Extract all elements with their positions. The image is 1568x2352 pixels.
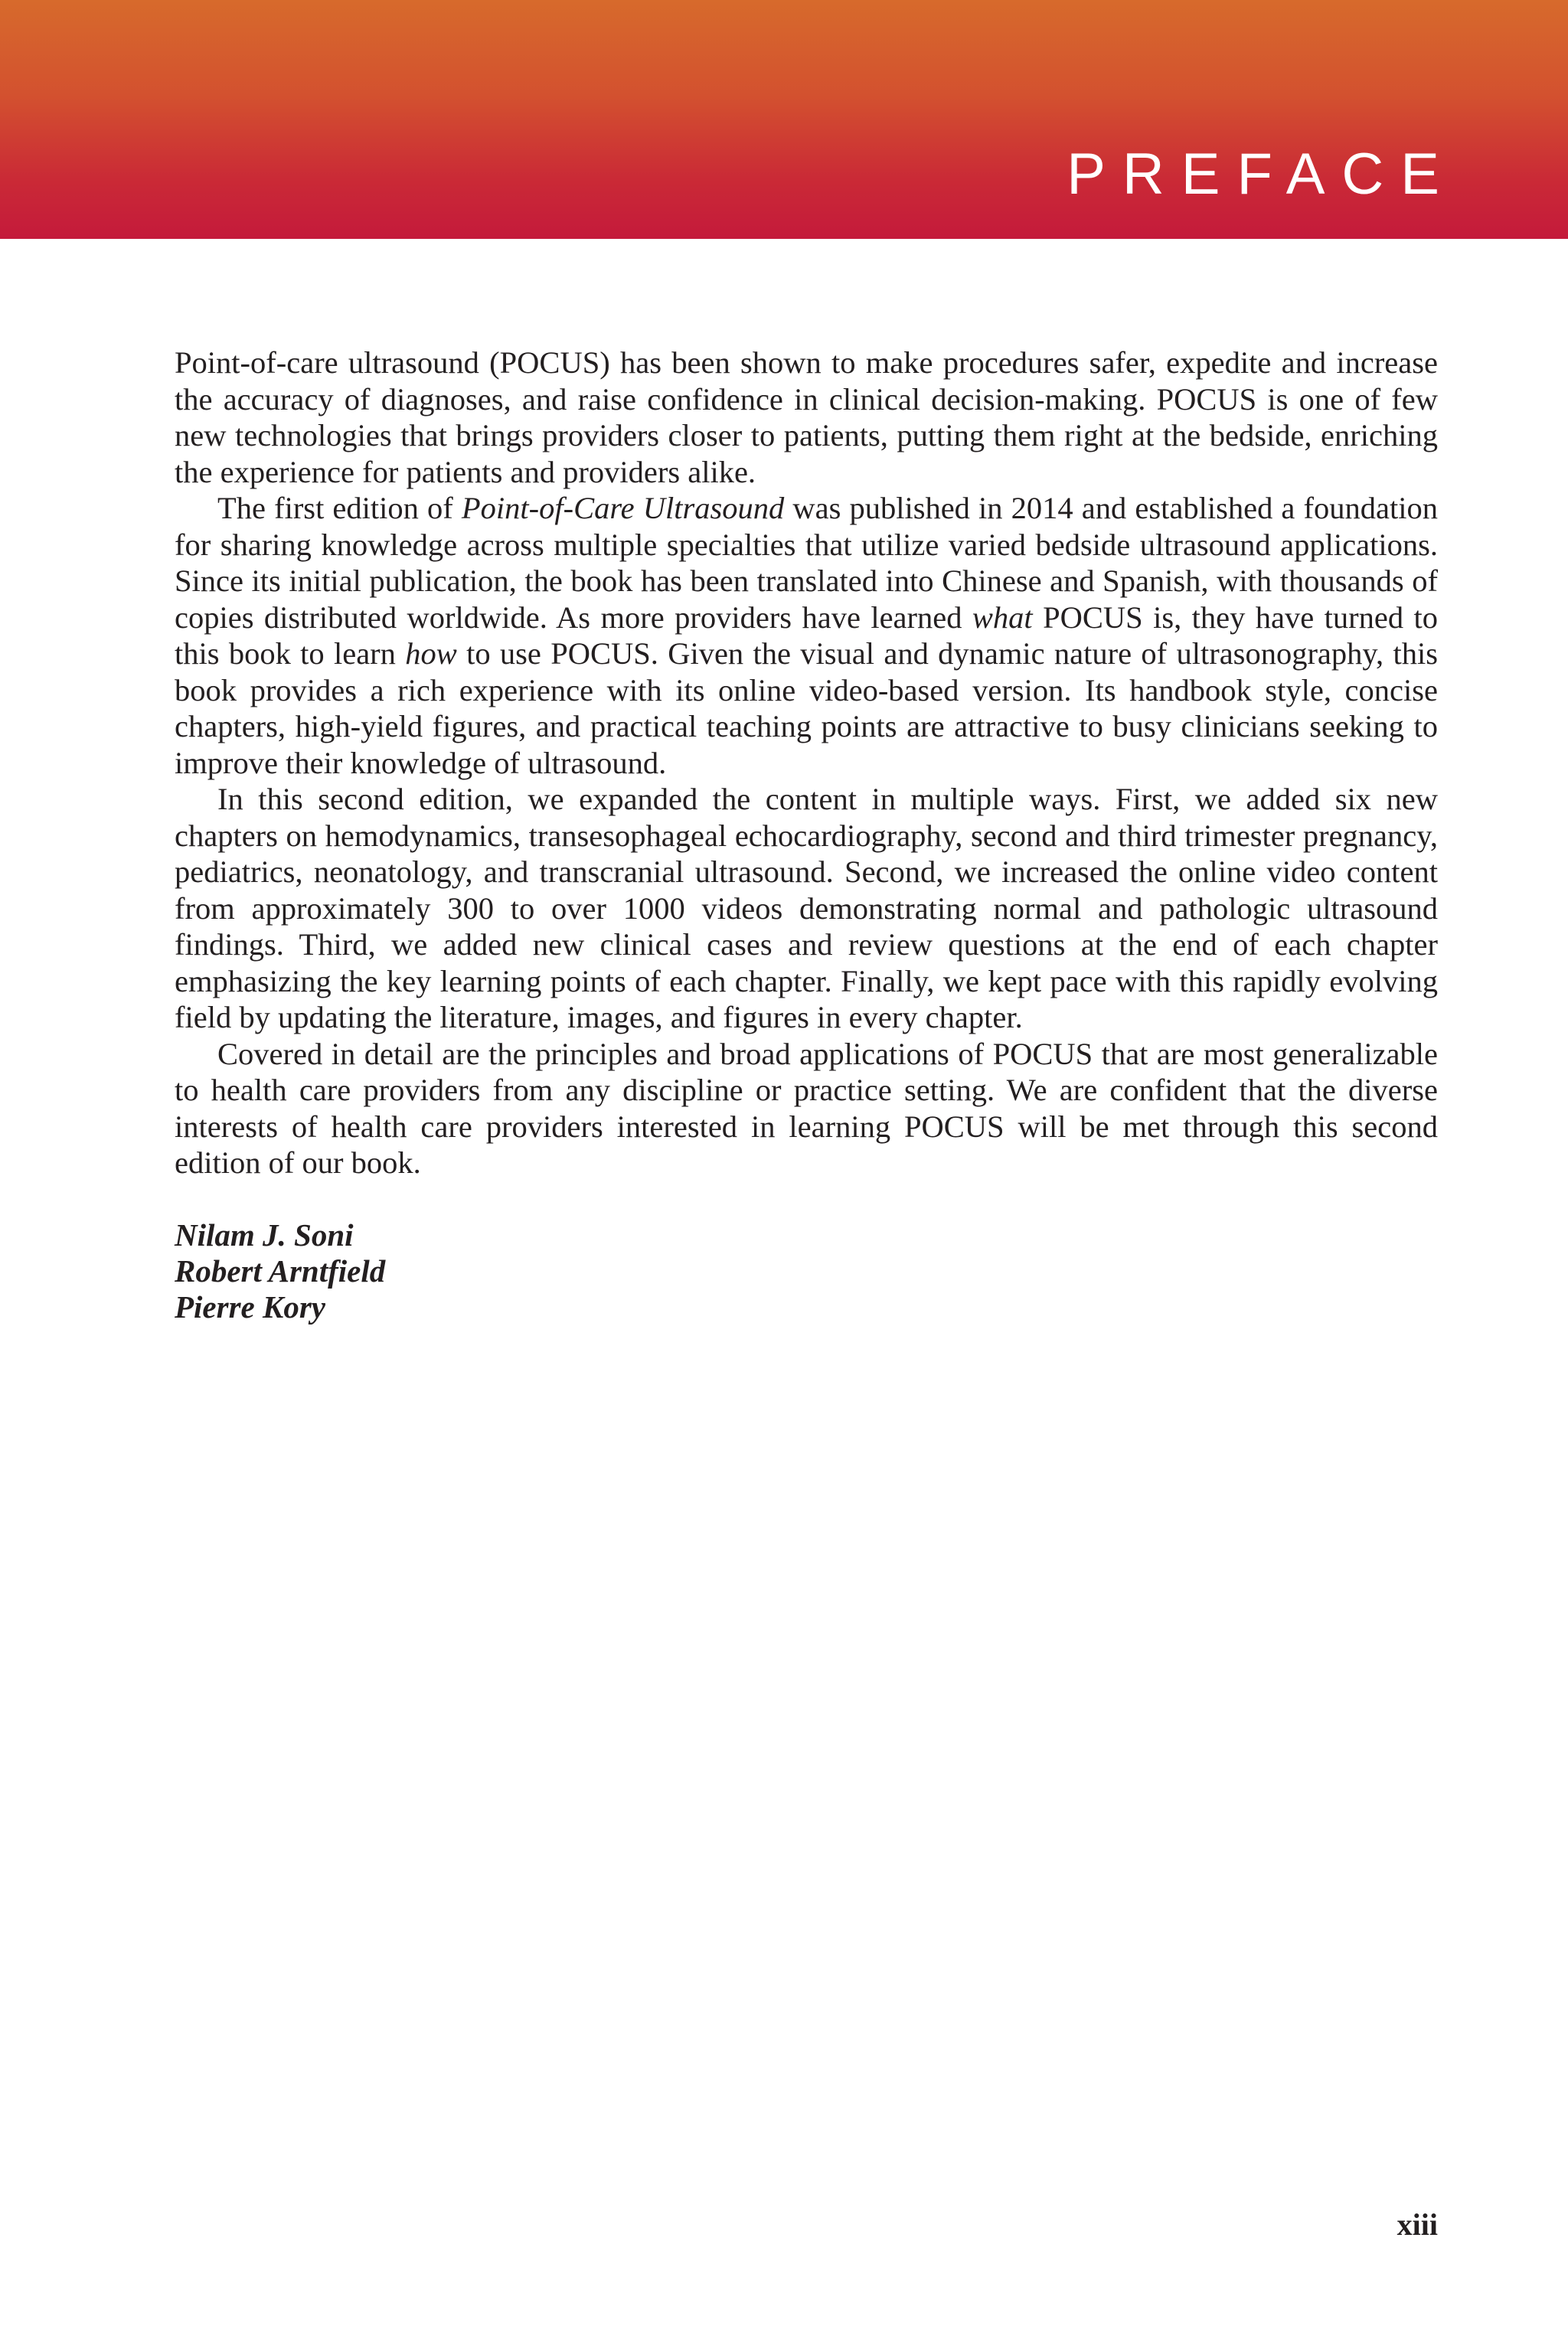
preface-body xyxy=(175,345,1438,1181)
author-name: Pierre Kory xyxy=(175,1289,325,1325)
paragraph-2-text: POCUS is, they have turned to this book to learn xyxy=(175,599,1439,671)
author-name: Nilam J. Soni xyxy=(175,1217,354,1253)
paragraph-1: Point-of-care ultrasound (POCUS) has been shown to make procedures safer, expedite and increase the accuracy of diagnoses, and raise confidence in clinical decision-making. POCUS is one of few new technologies that brings providers closer to patients, putting them right at the bedside, enriching the experience for patients and providers alike. xyxy=(175,345,1438,489)
book-title-italic: Point-of-Care Ultrasound xyxy=(461,491,785,525)
author-name: Robert Arntfield xyxy=(175,1253,386,1289)
paragraph-3: In this second edition, we expanded the content in multiple ways. First, we added six new chapters on hemodynamics, transesophageal echocardiography, second and third trimester pregnancy, pediatrics, neonatology, and transcranial ultrasound. Second, we increased the online video content from approximately 300 to over 1000 videos demonstrating normal and pathologic ultrasound findings. Third, we added new clinical cases and review questions at the end of each chapter emphasizing the key learning points of each chapter. Finally, we kept pace with this rapidly evolving field by updating the literature, images, and figures in every chapter. xyxy=(175,782,1438,1034)
paragraph-4: Covered in detail are the principles and broad applications of POCUS that are most generalizable to health care providers from any discipline or practice setting. We are confident that the diverse interests of health care providers interested in learning POCUS will be met through this second edition of our book. xyxy=(175,1036,1438,1180)
header-band xyxy=(0,0,1568,239)
page-title: PREFACE xyxy=(1067,142,1456,207)
paragraph-2-text: to use POCUS. Given the visual and dynamic nature of ultrasonography, this book provides a rich experience with its online video-based version. Its handbook style, concise chapters, high-yield figures, and practical teaching points are attractive to busy clinicians seeking to improve their knowledge of ultrasound. xyxy=(175,636,1438,780)
page-number: xiii xyxy=(1396,2207,1438,2242)
what-italic: what xyxy=(972,599,1033,635)
author-signatures xyxy=(175,1217,385,1325)
paragraph-2-text: was published in 2014 and established a foundation for sharing knowledge across multiple specialties that utilize varied bedside ultrasound applications. Since its initial publication, the book has been translated into Chinese and Spanish, with thousands of copies distributed worldwide. As more providers have learned xyxy=(175,491,1438,635)
paragraph-2-text: The first edition of xyxy=(217,491,462,525)
how-italic: how xyxy=(405,636,457,671)
paragraph-2 xyxy=(175,490,1438,781)
